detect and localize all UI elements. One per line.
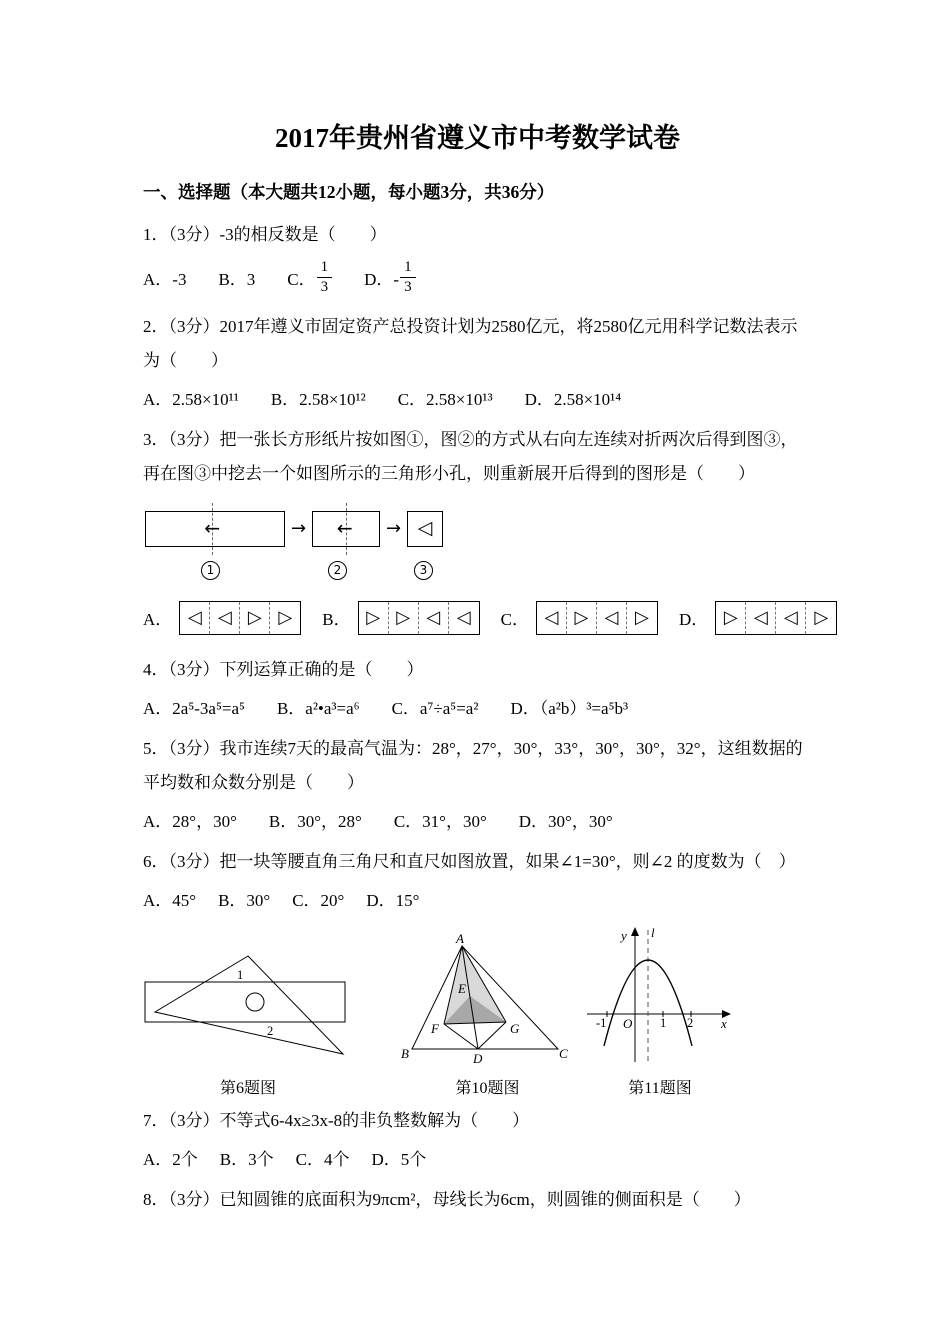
option-b-label: B． [322,610,351,629]
point-b-label: B [401,1045,409,1061]
question-3-options [143,601,829,635]
ruler-hole-circle [246,993,264,1011]
option-a: A．28°，30° [143,811,237,831]
triangle-cell: ◁ [419,602,449,634]
origin-label: O [623,1015,633,1031]
segment-fd [444,1024,478,1049]
question-1-stem: 1．（3分）-3的相反数是（ ） [143,225,387,244]
point-a-label: A [456,933,464,946]
circled-3-label: 3 [414,561,433,580]
circled-1-label: 1 [201,561,220,580]
question-8-stem: 8．（3分）已知圆锥的底面积为9πcm²，母线长为6cm，则圆锥的侧面积是（ ） [143,1189,751,1209]
fold-left-arrow-icon: ← [336,517,353,540]
option-b [322,601,479,635]
point-f-label: F [431,1020,439,1036]
option-c: C．20° [292,890,345,910]
fraction-numerator: 1 [400,259,416,278]
option-b: B．30°，28° [268,811,362,831]
fold-step1-rect [145,511,285,547]
question-4-options [143,694,812,719]
cut-triangle-hole: ◁ [417,517,433,539]
option-d: D．2.58×10¹⁴ [524,389,622,409]
triangle-cell: ◁ [597,602,627,634]
arrow-right-icon: → [385,518,402,539]
figure-q6-caption: 第6题图 [219,1079,276,1097]
option-c: C．4个 [295,1149,350,1169]
fraction-one-third [317,259,333,297]
option-a: A．45° [143,890,197,910]
figure-q10-drawing [400,934,575,1066]
arrow-right-icon: → [290,518,307,539]
option-c [501,601,658,635]
tick-neg1-label: -1 [596,1015,607,1030]
tick-2-label: 2 [687,1015,694,1030]
question-2-stem: 2．（3分）2017年遵义市固定资产总投资计划为2580亿元，将2580亿元用科学记数法表示为（ ） [143,316,798,370]
y-axis-arrowhead [631,927,639,936]
fold-left-arrow-icon: ← [204,517,221,540]
triangle-cell: ◁ [746,602,776,634]
section-header: 一、选择题（本大题共12小题，每小题3分，共36分） [143,182,555,202]
page-title: 2017年贵州省遵义市中考数学试卷 [275,123,680,153]
question-3-stem: 3．（3分）把一张长方形纸片按如图①，图②的方式从右向左连续对折两次后得到图③，再在图③中挖去一个如图所示的三角形小孔，则重新展开后得到的图形是（ ） [143,429,798,483]
circled-2-label: 2 [328,561,347,580]
option-d: D．15° [366,890,420,910]
option-d [679,601,837,635]
option-d-label: D．- [364,270,400,290]
point-c-label: C [559,1045,568,1061]
figures-row [143,924,812,1098]
figure-q10-caption: 第10题图 [455,1079,520,1097]
segment-gd [478,1022,506,1049]
triangle-cell: ▷ [814,607,829,628]
question-1-options [143,259,812,297]
option-b: B．3 [218,270,256,290]
set-square-triangle [155,956,343,1054]
option-d: D．30°，30° [518,811,613,831]
option-b-pattern [358,601,480,635]
option-a: A．2.58×10¹¹ [143,389,239,409]
question-7-options [143,1145,812,1170]
question-2-options [143,385,812,410]
question-4-stem: 4．（3分）下列运算正确的是（ ） [143,659,424,679]
option-c: C．2.58×10¹³ [397,389,493,409]
angle-1-label: 1 [237,967,244,982]
option-c-label: C． [500,610,529,629]
line-l-label: l [651,924,655,940]
question-7-stem: 7．（3分）不等式6-4x≥3x-8的非负整数解为（ ） [143,1110,530,1130]
question-5-options [143,807,812,832]
question-6-options [143,886,812,911]
question-5-stem: 5．（3分）我市连续7天的最高气温为：28°，27°，30°，33°，30°，30°，32°，这组数据的平均数和众数分别是（ ） [143,738,803,792]
point-e-label: E [458,980,466,996]
triangle-cell: ▷ [567,602,597,634]
fraction-denominator: 3 [404,279,412,296]
triangle-cell: ▷ [716,602,746,634]
option-a-label: A． [143,610,173,629]
option-c: C．a⁷÷a⁵=a² [391,698,479,718]
figure-q11-caption: 第11题图 [628,1079,692,1097]
triangle-cell: ▷ [635,607,649,628]
option-d: D．（a²b）³=a⁵b³ [510,698,629,718]
option-d [364,259,415,297]
option-a [143,601,301,635]
triangle-cell: ◁ [210,602,240,634]
triangle-cell: ◁ [456,607,471,628]
option-c [287,259,332,297]
option-a: A．-3 [143,270,187,290]
option-b: B．2.58×10¹² [270,389,366,409]
question-6-stem: 6．（3分）把一块等腰直角三角尺和直尺如图放置，如果∠1=30°，则∠2 的度数为（ ） [143,851,796,871]
fold-steps-row [145,511,443,547]
triangle-cell: ▷ [240,602,270,634]
option-c: C．31°，30° [393,811,487,831]
triangle-cell: ▷ [389,602,419,634]
figure-q11-block [585,924,735,1098]
x-axis-label: x [721,1015,727,1031]
y-axis-label: y [621,927,627,943]
option-a-pattern [179,601,301,635]
option-d: D．5个 [371,1149,427,1169]
option-c-label: C． [287,270,316,290]
option-a: A．2a⁵-3a⁵=a⁵ [143,698,245,718]
triangle-cell: ◁ [537,602,567,634]
option-d-pattern [715,601,837,635]
option-c-pattern [536,601,658,635]
question-3-fold-figure [145,501,812,593]
fold-step3-rect [407,511,443,547]
fraction-neg-one-third [400,259,416,297]
fraction-denominator: 3 [320,279,329,296]
fraction-numerator: 1 [317,259,333,278]
triangle-cell: ◁ [180,602,210,634]
point-g-label: G [510,1020,520,1036]
fold-step2-rect [312,511,380,547]
triangle-cell: ▷ [359,602,389,634]
figure-q11-drawing [585,924,735,1066]
figure-q6-drawing [143,954,353,1066]
triangle-cell: ▷ [278,607,293,628]
point-d-label: D [473,1050,483,1066]
tick-1-label: 1 [660,1015,667,1030]
option-b: B．30° [218,890,271,910]
option-b: B．a²•a³=a⁶ [276,698,360,718]
figure-q10-block [400,934,585,1098]
option-d-label: D． [678,610,709,629]
option-b: B．3个 [219,1149,274,1169]
option-a: A．2个 [143,1149,198,1169]
figure-q6-block [143,954,400,1098]
angle-2-label: 2 [267,1023,274,1038]
triangle-cell: ◁ [776,602,806,634]
